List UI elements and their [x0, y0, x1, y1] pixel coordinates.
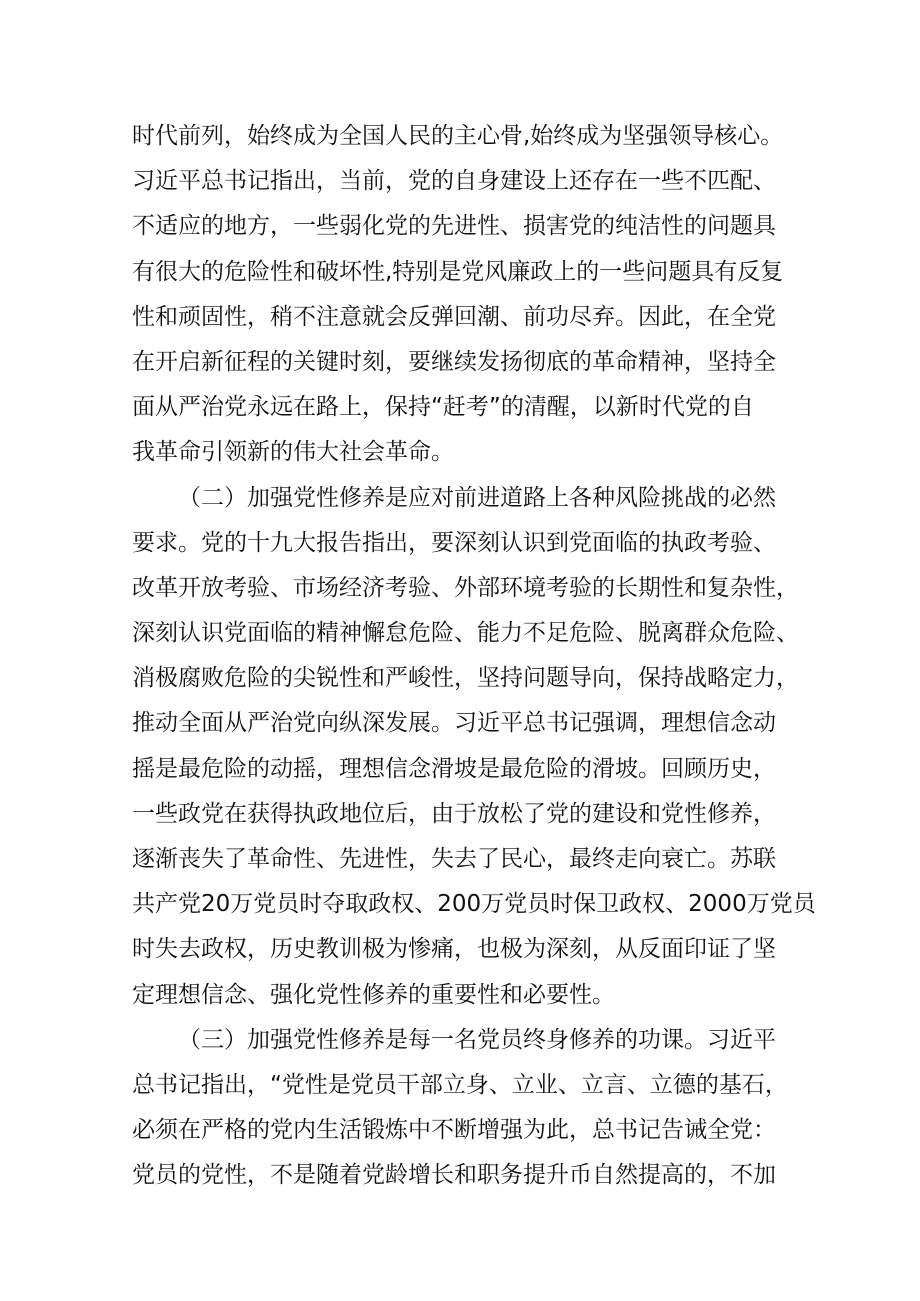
- text-line-4: 有很大的危险性和破坏性,特别是党风廉政上的一些问题具有反复: [132, 258, 784, 285]
- text-line-16: 一些政党在获得执政地位后，由于放松了党的建设和党性修养，: [132, 800, 776, 827]
- text-line-1: 时代前列，始终成为全国人民的主心骨,始终成为坚强领导核心。: [132, 123, 784, 149]
- text-line-7: 面从严治党永远在路上，保持“赶考”的清醒，以新时代党的自: [132, 394, 754, 421]
- document-body: [132, 114, 816, 1199]
- text-line-22: 总书记指出，“党性是党员干部立身、立业、立言、立德的基石，: [132, 1071, 788, 1098]
- text-line-3: 不适应的地方，一些弱化党的先进性、损害党的纯洁性的问题具: [132, 213, 776, 240]
- text-line-18: 共产党20万党员时夺取政权、200万党员时保卫政权、2000万党员: [132, 891, 816, 918]
- text-line-2: 习近平总书记指出，当前，党的自身建设上还存在一些不匹配、: [132, 168, 776, 195]
- text-line-8: 我革命引领新的伟大社会革命。: [132, 439, 454, 466]
- text-line-6: 在开启新征程的关键时刻，要继续发扬彻底的革命精神，坚持全: [132, 348, 776, 375]
- text-line-12: 深刻认识党面临的精神懈怠危险、能力不足危险、脱离群众危险、: [132, 620, 799, 647]
- text-line-13: 消极腐败危险的尖锐性和严峻性，坚持问题导向，保持战略定力，: [132, 665, 799, 692]
- text-line-10: 要求。党的十九大报告指出，要深刻认识到党面临的执政考验、: [132, 529, 776, 556]
- text-line-11: 改革开放考验、市场经济考验、外部环境考验的长期性和复杂性，: [132, 574, 799, 601]
- text-line-19: 时失去政权，历史教训极为惨痛，也极为深刻，从反面印证了坚: [132, 936, 776, 963]
- text-line-17: 逐渐丧失了革命性、先进性，失去了民心，最终走向衰亡。苏联: [132, 846, 776, 872]
- text-line-20: 定理想信念、强化党性修养的重要性和必要性。: [132, 981, 615, 1008]
- text-line-24: 党员的党性，不是随着党龄增长和职务提升币自然提高的，不加: [132, 1162, 776, 1189]
- text-line-5: 性和顽固性，稍不注意就会反弹回潮、前功尽弃。因此，在全党: [132, 303, 776, 330]
- paragraph-heading-2: （二）加强党性修养是应对前进道路上各种风险挑战的必然: [178, 484, 776, 511]
- text-line-14: 推动全面从严治党向纵深发展。习近平总书记强调，理想信念动: [132, 710, 776, 737]
- text-line-23: 必须在严格的党内生活锻炼中不断增强为此，总书记告诫全党：: [132, 1117, 776, 1144]
- paragraph-heading-3: （三）加强党性修养是每一名党员终身修养的功课。习近平: [178, 1026, 776, 1053]
- text-line-15: 摇是最危险的动摇，理想信念滑坡是最危险的滑坡。回顾历史，: [132, 755, 776, 782]
